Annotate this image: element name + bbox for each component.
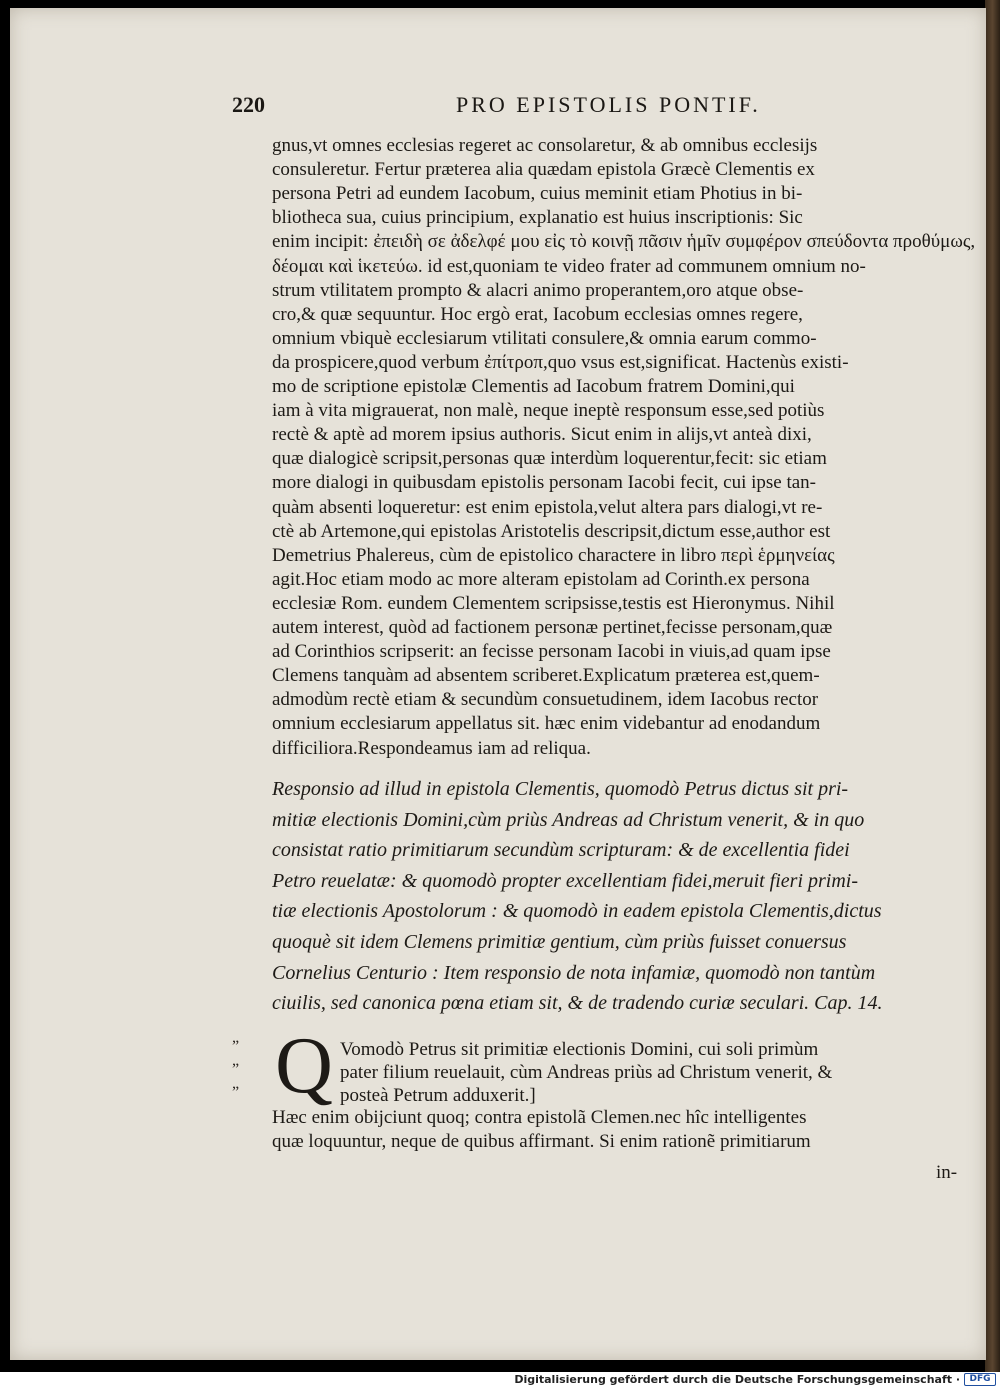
text-line: more dialogi in quibusdam epistolis personam Iacobi fecit, cui ipse tan-	[272, 472, 817, 494]
text-line: Demetrius Phalereus, cùm de epistolico charactere in libro περὶ ἑρμηνείας	[272, 544, 835, 566]
text-line: posteà Petrum adduxerit.]	[340, 1085, 536, 1106]
heading-line: tiæ electionis Apostolorum : & quomodò in eadem epistola Clementis,dictus	[272, 900, 882, 923]
page-number: 220	[232, 92, 265, 117]
drop-cap-initial: Q	[275, 1022, 333, 1110]
text-line: difficiliora.Respondeamus iam ad reliqua.	[272, 737, 591, 759]
text-line: admodùm rectè etiam & secundùm consuetudinem, idem Iacobus rector	[272, 689, 819, 711]
heading-line: Cornelius Centurio : Item responsio de nota infamiæ, quomodò non tantùm	[272, 961, 876, 984]
text-line: da prospicere,quod verbum ἐπίτροπ,quo vsus est,significat. Hactenùs existi-	[272, 351, 849, 373]
text-line: enim incipit: ἐπειδὴ σε ἀδελφέ μου εἰς τὸ κοινῇ πᾶσιν ἡμῖν συμφέρον σπεύδοντα προθύμως,	[272, 231, 976, 253]
text-line: iam à vita migrauerat, non malè, neque ineptè responsum esse,sed potiùs	[272, 400, 825, 422]
page-text	[10, 8, 986, 1360]
text-line: ad Corinthios scripserit: an fecisse personam Iacobi in viuis,ad quam ipse	[272, 641, 831, 663]
text-line: quæ dialogicè scripsit,personas quæ interdùm loquerentur,fecit: sic etiam	[272, 448, 827, 470]
text-line: quàm absenti loqueretur: est enim epistola,velut altera pars dialogi,vt re-	[272, 496, 823, 518]
text-line: quæ loquuntur, neque de quibus affirmant. Si enim rationẽ primitiarum	[272, 1131, 811, 1152]
text-line: gnus,vt omnes ecclesias regeret ac consolaretur, & ab omnibus ecclesijs	[272, 135, 818, 156]
text-line: omnium vbiquè ecclesiarum vtilitati consulere,& omnia earum commo-	[272, 327, 817, 349]
text-line: pater filium reuelauit, cùm Andreas priùs ad Christum venerit, &	[340, 1062, 833, 1083]
book-edge	[985, 0, 1000, 1372]
marginal-quote-mark: ”	[232, 1084, 241, 1101]
text-line: cro,& quæ sequuntur. Hoc ergò erat, Iacobum ecclesias omnes regere,	[272, 303, 803, 325]
text-line: mo de scriptione epistolæ Clementis ad Iacobum fratrem Domini,qui	[272, 376, 795, 397]
catchword: in-	[936, 1162, 958, 1183]
text-line: Clemens tanquàm ad absentem scriberet.Explicatum præterea est,quem-	[272, 665, 820, 687]
text-line: rectè & aptè ad morem ipsius authoris. Sicut enim in alijs,vt anteà dixi,	[272, 424, 812, 446]
heading-line: Petro reuelatæ: & quomodò propter excellentiam fidei,meruit fieri primi-	[272, 869, 859, 892]
text-line: strum vtilitatem prompto & alacri animo properantem,oro atque obse-	[272, 279, 804, 301]
dfg-logo-icon: DFG	[964, 1373, 996, 1386]
heading-line: Responsio ad illud in epistola Clementis, quomodò Petrus dictus sit pri-	[272, 778, 849, 800]
text-line: Hæc enim obijciunt quoq; contra epistolã Clemen.nec hîc intelligentes	[272, 1107, 807, 1128]
running-head: PRO EPISTOLIS PONTIF.	[456, 92, 761, 117]
text-line: omnium ecclesiarum appellatus sit. hæc enim videbantur ad enodandum	[272, 713, 821, 735]
footer-bar	[0, 1372, 1000, 1388]
document-page	[10, 8, 986, 1360]
heading-line: quoquè sit idem Clemens primitiæ gentium, cùm priùs fuisset conuersus	[272, 931, 847, 953]
page-header	[232, 92, 832, 132]
text-line: δέομαι καὶ ἱκετεύω. id est,quoniam te video frater ad communem omnium no-	[272, 255, 866, 277]
text-line: bliotheca sua, cuius principium, explanatio est huius inscriptionis: Sic	[272, 207, 803, 229]
heading-line: consistat ratio primitiarum secundùm scripturam: & de excellentia fidei	[272, 839, 850, 862]
text-line: autem interest, quòd ad factionem personæ pertinet,fecisse personam,quæ	[272, 617, 833, 638]
heading-line: ciuilis, sed canonica pœna etiam sit, & de tradendo curiæ seculari. Cap. 14.	[272, 992, 883, 1015]
heading-line: mitiæ electionis Domini,cùm priùs Andreas ad Christum venerit, & in quo	[272, 808, 865, 831]
text-line: Vomodò Petrus sit primitiæ electionis Domini, cui soli primùm	[340, 1039, 819, 1060]
funding-credit: Digitalisierung gefördert durch die Deutsche Forschungsgemeinschaft ·	[514, 1373, 960, 1386]
text-line: persona Petri ad eundem Iacobum, cuius meminit etiam Photius in bi-	[272, 183, 803, 205]
text-line: consuleretur. Fertur præterea alia quædam epistola Græcè Clementis ex	[272, 159, 815, 181]
marginal-quote-mark: ”	[232, 1038, 241, 1055]
marginal-quote-mark: ”	[232, 1061, 241, 1078]
text-line: ctè ab Artemone,qui epistolas Aristotelis descripsit,dictum esse,author est	[272, 520, 831, 542]
text-line: ecclesiæ Rom. eundem Clementem scripsisse,testis est Hieronymus. Nihil	[272, 592, 835, 614]
text-line: agit.Hoc etiam modo ac more alteram epistolam ad Corinth.ex persona	[272, 568, 810, 590]
